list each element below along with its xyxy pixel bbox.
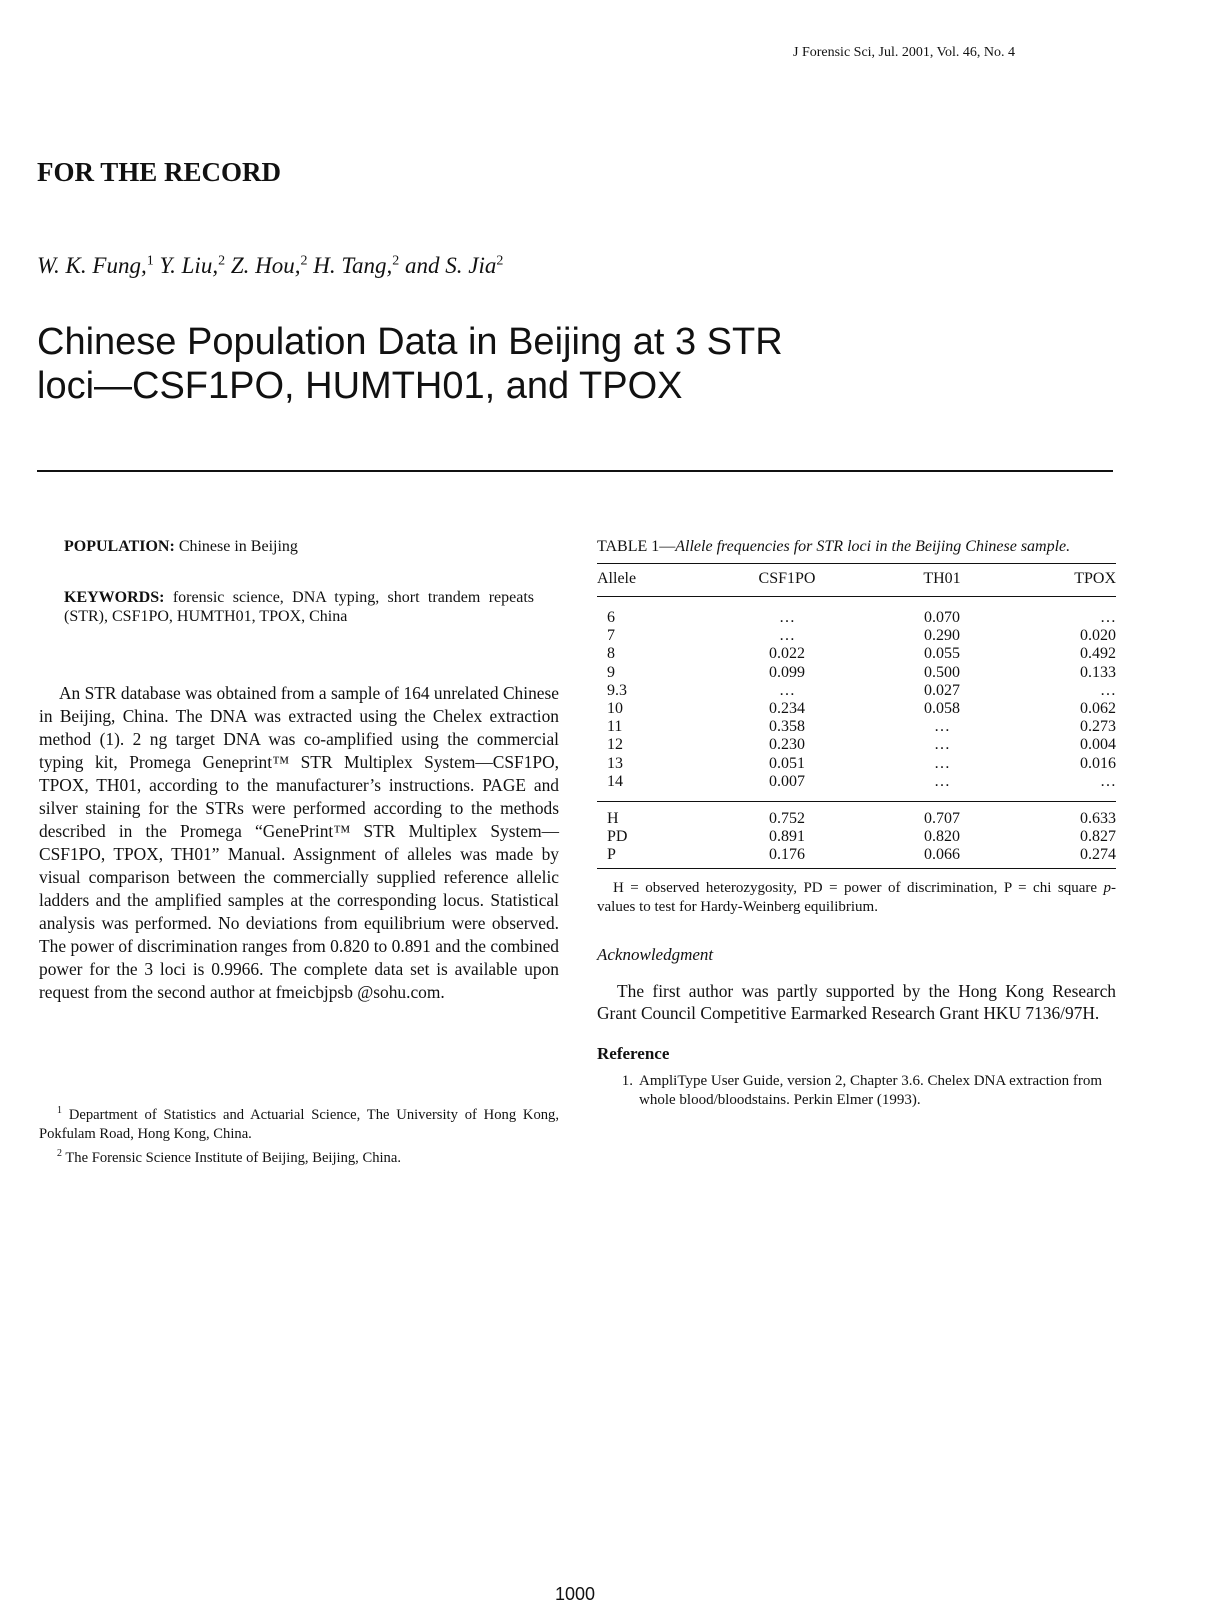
author-name: Z. Hou, [230, 253, 301, 278]
acknowledgment-heading: Acknowledgment [597, 944, 714, 964]
table-cell: … [934, 736, 950, 754]
running-head: J Forensic Sci, Jul. 2001, Vol. 46, No. 4 [793, 45, 1015, 60]
author-name: H. Tang, [313, 253, 393, 278]
affiliation-marker: 2 [496, 253, 504, 269]
footnote [39, 1101, 559, 1144]
affiliation-marker: 2 [300, 253, 308, 269]
table-cell: … [779, 681, 795, 699]
table-cell: 0.051 [769, 754, 805, 772]
article-title [37, 320, 937, 408]
table-cell: 8 [607, 645, 615, 663]
reference-item [597, 1072, 1116, 1110]
summary-row [597, 846, 1116, 864]
table-cell: 0.133 [1080, 663, 1116, 681]
table-cell: 9 [607, 663, 615, 681]
footnote-text: The Forensic Science Institute of Beijing, Beijing, China. [65, 1149, 401, 1166]
table-cell: 11 [607, 718, 623, 736]
allele-row [597, 736, 1116, 754]
allele-row [597, 718, 1116, 736]
footnote [39, 1144, 559, 1168]
allele-row [597, 664, 1116, 682]
table-footnote [597, 879, 1116, 917]
table-cell: 0.290 [924, 627, 960, 645]
table-cell: 0.027 [924, 681, 960, 699]
table-cell: 0.055 [924, 645, 960, 663]
reference-number: 1. [621, 1072, 633, 1089]
column-header: CSF1PO [712, 564, 862, 597]
table-cell: 0.234 [769, 700, 805, 718]
table-cell: 0.004 [1080, 736, 1116, 754]
footnotes [39, 1101, 559, 1168]
table-note-text: -values to test for Hardy-Weinberg equilibrium. [597, 879, 1116, 915]
table-cell: 0.492 [1080, 645, 1116, 663]
reference-heading: Reference [597, 1043, 670, 1063]
keywords-label: KEYWORDS: [64, 589, 165, 606]
population-value: Chinese in Beijing [178, 538, 298, 555]
table-cell: 14 [607, 772, 623, 790]
title-line: loci—CSF1PO, HUMTH01, and TPOX [37, 365, 683, 407]
affiliation-marker: 1 [146, 253, 154, 269]
table-header-row [597, 564, 1116, 597]
allele-row [597, 609, 1116, 627]
column-header: TH01 [862, 564, 1022, 597]
allele-row [597, 773, 1116, 791]
table-cell: 0.500 [924, 663, 960, 681]
reference-list [597, 1072, 1116, 1110]
table-cell: 0.230 [769, 736, 805, 754]
table-cell: … [934, 718, 950, 736]
table-cell: 0.273 [1080, 718, 1116, 736]
table-cell: 7 [607, 627, 615, 645]
footnote-text: Department of Statistics and Actuarial Science, The University of Hong Kong, Pokfulam Road, Hong Kong, China. [39, 1106, 560, 1142]
table-cell: 6 [607, 609, 615, 626]
table-spacer [597, 791, 1116, 802]
table-cell: … [779, 609, 795, 626]
table-cell: 0.062 [1080, 700, 1116, 718]
table-cell: … [1100, 681, 1116, 699]
table-cell: 0.358 [769, 718, 805, 736]
footnote-marker: 1 [57, 1105, 62, 1116]
column-header: Allele [597, 564, 712, 597]
summary-row [597, 828, 1116, 846]
table-cell: 0.176 [769, 846, 805, 864]
affiliation-marker: 2 [392, 253, 400, 269]
table-cell: 0.707 [924, 810, 960, 828]
table-cell: 0.099 [769, 663, 805, 681]
table-cell: 0.274 [1080, 846, 1116, 864]
table-cell: 0.016 [1080, 754, 1116, 772]
table-cell: … [1100, 772, 1116, 790]
table-cell: 9.3 [607, 681, 627, 699]
table-caption-label: TABLE 1— [597, 538, 676, 555]
keywords-value: forensic science, DNA typing, short trandem repeats (STR), CSF1PO, HUMTH01, TPOX, China [64, 589, 535, 625]
table-spacer [597, 865, 1116, 869]
acknowledgment-text: The first author was partly supported by the Hong Kong Research Grant Council Competitive Earmarked Research Grant HKU 7136/97H. [597, 980, 1116, 1023]
right-column [597, 538, 1116, 1110]
allele-row [597, 627, 1116, 645]
allele-frequency-table [597, 564, 1116, 869]
table-note-italic: p [1103, 879, 1111, 896]
allele-row [597, 700, 1116, 718]
table-spacer [597, 597, 1116, 610]
affiliation-marker: 2 [218, 253, 226, 269]
author-name: and S. Jia [405, 253, 497, 278]
page-number: 1000 [554, 1584, 596, 1604]
table-caption [597, 538, 1116, 556]
table-cell: … [1100, 609, 1116, 626]
table-cell: 0.070 [924, 609, 960, 626]
table-cell: 10 [607, 700, 623, 718]
reference-text: AmpliType User Guide, version 2, Chapter 3.6. Chelex DNA extraction from whole blood/bloodstains. Perkin Elmer (1993). [639, 1072, 1103, 1108]
table-caption-text: Allele frequencies for STR loci in the Beijing Chinese sample. [675, 538, 1071, 555]
table-cell: 0.633 [1080, 810, 1116, 828]
table-cell: 0.066 [924, 846, 960, 864]
title-divider [37, 470, 1113, 472]
table-cell: 0.020 [1080, 627, 1116, 645]
table-cell: 12 [607, 736, 623, 754]
table-cell: 0.820 [924, 828, 960, 846]
footnote-marker: 2 [57, 1147, 62, 1159]
table-cell: 13 [607, 754, 623, 772]
keywords-line [64, 588, 534, 626]
allele-row [597, 682, 1116, 700]
population-label: POPULATION: [64, 538, 175, 555]
allele-row [597, 645, 1116, 663]
summary-row [597, 810, 1116, 828]
author-name: Y. Liu, [159, 253, 219, 278]
column-header: TPOX [1022, 564, 1116, 597]
table-cell: … [934, 772, 950, 790]
table-cell: 0.022 [769, 645, 805, 663]
body-paragraph: An STR database was obtained from a sample of 164 unrelated Chinese in Beijing, China. The DNA was extracted using the Chelex extraction method (1). 2 ng target DNA was co-amplified using the commercial typing kit, Promega Geneprint™ STR Multiplex System—CSF1PO, TPOX, TH01, according to the manufacturer’s instructions. PAGE and silver staining for the STRs were performed according to the methods described in the Promega “GenePrint™ STR Multiplex System—CSF1PO, TPOX, TH01” Manual. Assignment of alleles was made by visual comparison between the commercially supplied reference allelic ladders and the amplified samples at the corresponding locus. Statistical analysis was performed. No deviations from equilibrium were observed. The power of discrimination ranges from 0.820 to 0.891 and the combined power for the 3 loci is 0.9966. The complete data set is available upon request from the second author at fmeicbjpsb @sohu.com. [39, 683, 559, 1002]
table-cell: … [934, 754, 950, 772]
table-cell: H [607, 810, 619, 828]
table-cell: 0.752 [769, 810, 805, 828]
population-line [64, 538, 559, 556]
table-cell: PD [607, 828, 628, 846]
author-list [37, 253, 503, 279]
table-cell: 0.058 [924, 700, 960, 718]
author-name: W. K. Fung, [37, 253, 147, 278]
table-spacer [597, 802, 1116, 811]
table-cell: 0.007 [769, 772, 805, 790]
table-cell: P [607, 846, 616, 864]
table-note-text: H = observed heterozygosity, PD = power of discrimination, P = chi square [613, 879, 1104, 896]
title-line: Chinese Population Data in Beijing at 3 STR [37, 321, 783, 363]
frequency-rows [597, 597, 1116, 869]
table-cell: … [779, 627, 795, 645]
table-cell: 0.891 [769, 828, 805, 846]
section-heading: FOR THE RECORD [37, 157, 282, 187]
table-cell: 0.827 [1080, 828, 1116, 846]
allele-row [597, 755, 1116, 773]
